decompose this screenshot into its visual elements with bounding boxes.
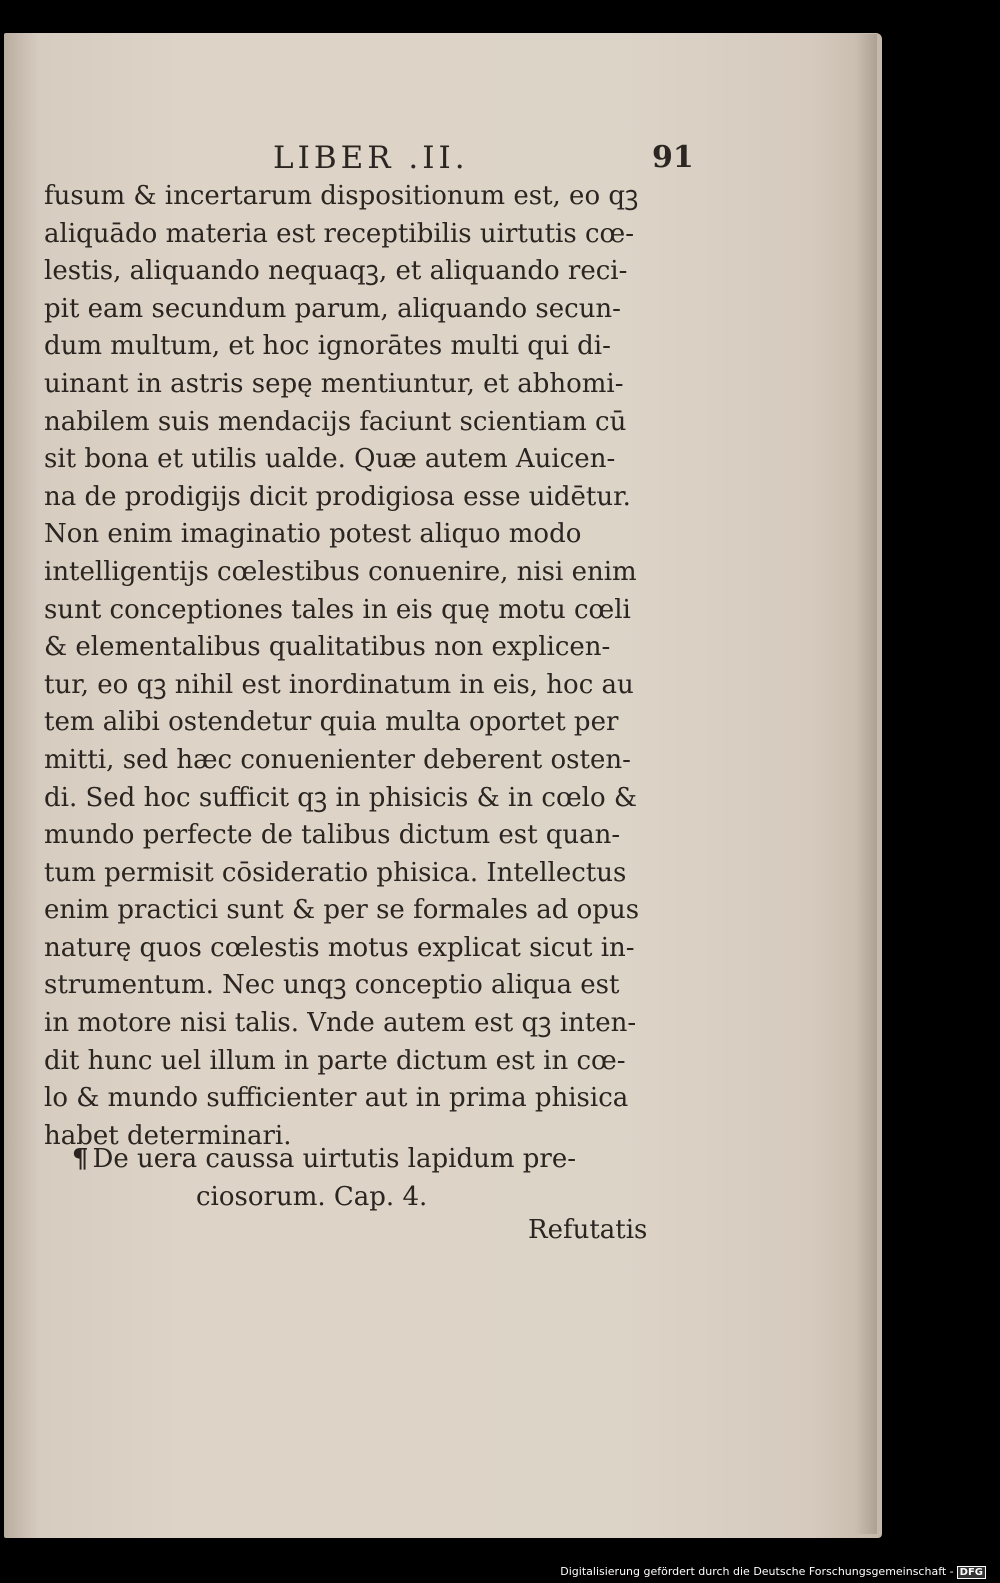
text-line: tum permisit cōsideratio phisica. Intellectus <box>44 857 627 888</box>
text-line: enim practici sunt & per se formales ad opus <box>44 895 640 926</box>
chapter-heading-text-1: De uera caussa uirtutis lapidum pre- <box>92 1144 577 1174</box>
text-line: mundo perfecte de talibus dictum est quan- <box>44 820 621 851</box>
text-line: strumentum. Nec unqꝫ conceptio aliqua est <box>44 970 620 1001</box>
text-line: intelligentijs cœlestibus conuenire, nisi enim <box>44 556 637 587</box>
chapter-heading-line-1 <box>72 1140 576 1178</box>
text-line: tur, eo qꝫ nihil est inordinatum in eis, hoc au <box>44 669 634 700</box>
chapter-heading-line-2: ciosorum. Cap. 4. <box>196 1182 428 1212</box>
text-line: dum multum, et hoc ignorātes multi qui di- <box>44 331 611 362</box>
text-line: pit eam secundum parum, aliquando secun- <box>44 293 621 324</box>
digitization-footer <box>560 1565 986 1579</box>
running-title: LIBER .II. <box>273 140 469 176</box>
text-line: fusum & incertarum dispositionum est, eo qꝫ <box>44 181 639 211</box>
catchword: Refutatis <box>528 1215 648 1245</box>
text-line: na de prodigijs dicit prodigiosa esse uidētur. <box>44 481 631 512</box>
text-line: sit bona et utilis ualde. Quæ autem Auicen- <box>44 444 616 475</box>
dfg-logo: DFG <box>957 1566 986 1579</box>
text-line: nabilem suis mendacijs faciunt scientiam cū <box>44 406 627 437</box>
text-line: uinant in astris sepę mentiuntur, et abhomi- <box>44 368 624 399</box>
text-line: aliquādo materia est receptibilis uirtutis cœ- <box>44 218 635 249</box>
chapter-heading <box>72 1140 576 1216</box>
text-line: lo & mundo sufficienter aut in prima phisica <box>44 1083 629 1114</box>
text-line: habet determinari. <box>44 1120 292 1151</box>
pilcrow-icon: ¶ <box>72 1144 89 1174</box>
text-line: & elementalibus qualitatibus non explicen- <box>44 632 611 663</box>
text-line: sunt conceptiones tales in eis quę motu cœli <box>44 594 631 625</box>
body-text <box>44 178 694 1155</box>
text-line: dit hunc uel illum in parte dictum est in cœ- <box>44 1045 626 1076</box>
text-line: di. Sed hoc sufficit qꝫ in phisicis & in cœlo & <box>44 782 638 813</box>
footer-credit: Digitalisierung gefördert durch die Deutsche Forschungsgemeinschaft - <box>560 1565 954 1578</box>
folio-number: 91 <box>652 140 694 175</box>
text-line: tem alibi ostendetur quia multa oportet per <box>44 707 619 738</box>
page-edge-shadow <box>855 34 877 1534</box>
text-line: Non enim imaginatio potest aliquo modo <box>44 519 582 550</box>
text-line: lestis, aliquando nequaqꝫ, et aliquando reci- <box>44 256 628 287</box>
text-line: naturę quos cœlestis motus explicat sicut in- <box>44 932 635 963</box>
text-line: in motore nisi talis. Vnde autem est qꝫ inten- <box>44 1008 637 1039</box>
page-header <box>0 140 878 180</box>
text-line: mitti, sed hæc conuenienter deberent osten- <box>44 744 631 775</box>
